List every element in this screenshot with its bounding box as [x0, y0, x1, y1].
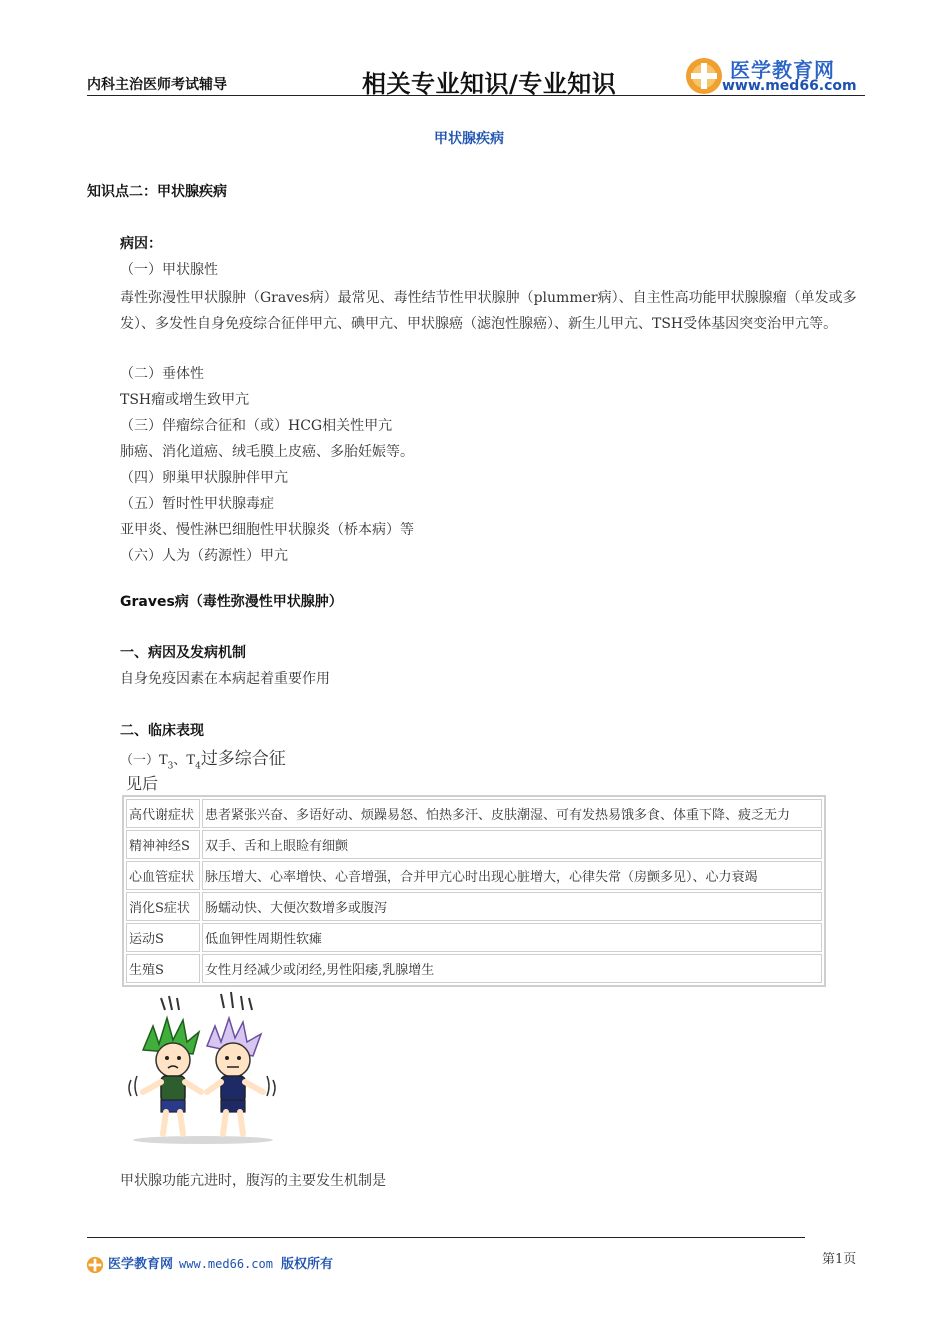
table-cell-category: 消化S症状	[126, 892, 200, 921]
table-cell-description: 低血钾性周期性软瘫	[202, 923, 822, 952]
table-cell-category: 精神神经S	[126, 830, 200, 859]
table-row	[126, 923, 822, 952]
table-cell-description: 肠蠕动快、大便次数增多或腹泻	[202, 892, 822, 921]
subheading-mid: 、T	[173, 753, 196, 768]
footer-brand-name: 医学教育网	[108, 1257, 174, 1272]
etiology-item-3: （三）伴瘤综合征和（或）HCG相关性甲亢	[120, 418, 393, 434]
subscript-3: 3	[167, 761, 174, 772]
footer-logo-icon	[86, 1256, 104, 1274]
etiology-item-1: （一）甲状腺性	[120, 262, 218, 278]
etiology-label: 病因：	[120, 236, 162, 252]
table-cell-category: 心血管症状	[126, 861, 200, 890]
etiology-item-4: （四）卵巢甲状腺肿伴甲亢	[120, 470, 288, 486]
table-cell-category: 运动S	[126, 923, 200, 952]
table-cell-category: 高代谢症状	[126, 799, 200, 828]
table-cell-description: 脉压增大、心率增快、心音增强，合并甲亢心时出现心脏增大，心律失常（房颤多见）、心力衰竭	[202, 861, 822, 890]
header-subject-title: 相关专业知识/专业知识	[362, 70, 617, 98]
logo-url: www.med66.com	[722, 78, 857, 94]
see-below-note: 见后	[126, 774, 159, 793]
footer-rights: 版权所有	[280, 1257, 333, 1272]
header-course-title: 内科主治医师考试辅导	[87, 77, 227, 93]
logo-name: 医学教育网	[730, 58, 835, 82]
etiology-item-6: （六）人为（药源性）甲亢	[120, 548, 288, 564]
subheading-suffix: 过多综合征	[200, 749, 286, 769]
footer-brand[interactable]	[86, 1253, 333, 1275]
table-row	[126, 830, 822, 859]
section-1-heading: 一、病因及发病机制	[120, 645, 246, 661]
footer-divider	[87, 1237, 805, 1238]
table-cell-description: 女性月经减少或闭经,男性阳痿,乳腺增生	[202, 954, 822, 983]
question-text: 甲状腺功能亢进时，腹泻的主要发生机制是	[120, 1173, 386, 1189]
etiology-paragraph: 毒性弥漫性甲状腺肿（Graves病）最常见、毒性结节性甲状腺肿（plummer病）、自主性高功能甲状腺腺瘤（单发或多发）、多发性自身免疫综合征伴甲亢、碘甲亢、甲状腺癌（滤泡性腺癌）、新生儿甲亢、TSH受体基因突变治甲亢等。	[120, 290, 857, 332]
etiology-item-5: （五）暂时性甲状腺毒症	[120, 496, 274, 512]
etiology-item-2: （二）垂体性	[120, 366, 204, 382]
section-title: 知识点二：甲状腺疾病	[87, 184, 227, 200]
table-row	[126, 861, 822, 890]
footer-url: www.med66.com	[179, 1257, 273, 1271]
section-2-subheading	[120, 744, 286, 771]
section-2-heading: 二、临床表现	[120, 723, 204, 739]
table-row	[126, 954, 822, 983]
subheading-prefix: （一）T	[120, 753, 168, 768]
etiology-item-2-text: TSH瘤或增生致甲亢	[120, 392, 250, 408]
section-1-text: 自身免疫因素在本病起着重要作用	[120, 671, 330, 687]
table-cell-description: 双手、舌和上眼睑有细颤	[202, 830, 822, 859]
page-number: 第1页	[822, 1252, 857, 1267]
table-cell-description: 患者紧张兴奋、多语好动、烦躁易怒、怕热多汗、皮肤潮湿、可有发热易饿多食、体重下降、疲乏无力	[202, 799, 822, 828]
table-row	[126, 799, 822, 828]
symptoms-table	[122, 795, 826, 987]
site-logo[interactable]	[684, 52, 870, 98]
page-title: 甲状腺疾病	[434, 131, 504, 147]
subscript-4: 4	[195, 761, 201, 772]
etiology-item-3-text: 肺癌、消化道癌、绒毛膜上皮癌、多胎妊娠等。	[120, 444, 414, 460]
table-cell-category: 生殖S	[126, 954, 200, 983]
logo-cross-icon	[684, 56, 724, 96]
table-row	[126, 892, 822, 921]
graves-heading: Graves病（毒性弥漫性甲状腺肿）	[120, 594, 343, 610]
etiology-item-5-text: 亚甲炎、慢性淋巴细胞性甲状腺炎（桥本病）等	[120, 522, 414, 538]
header-divider	[87, 95, 865, 96]
shivering-cartoon-illustration	[123, 988, 283, 1148]
